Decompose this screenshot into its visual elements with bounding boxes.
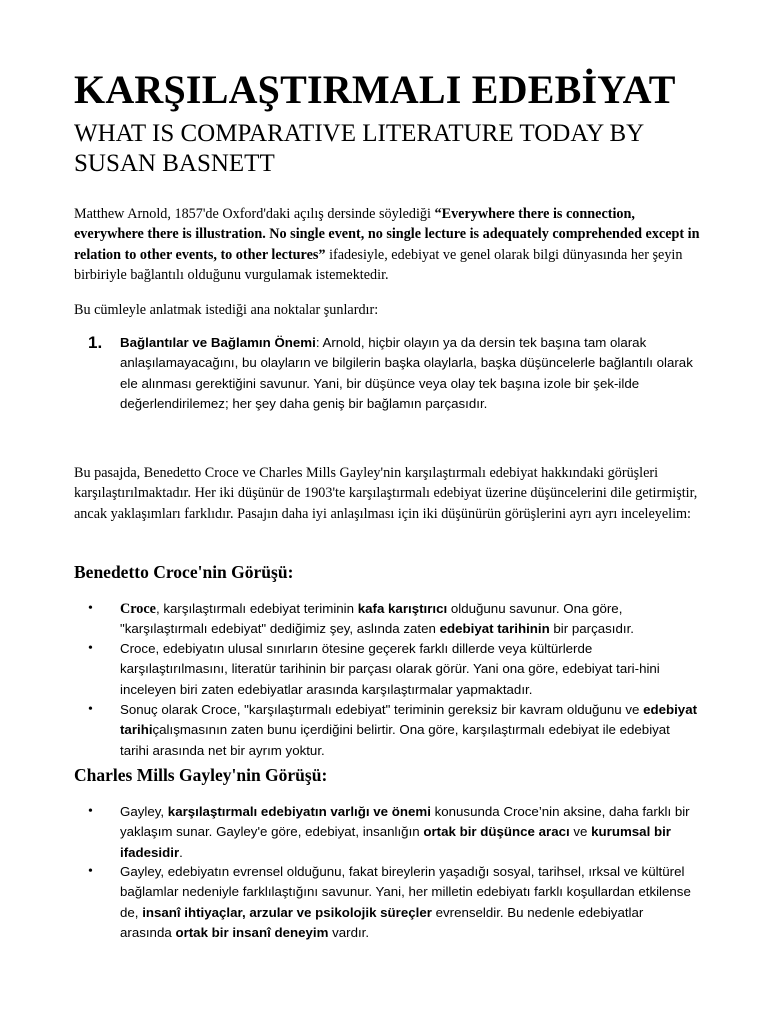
intro-text-post: ifadesiyle, edebiyat ve genel olarak bilgi dünyasında her şeyin birbiriyle bağlantılı olduğunu vurgulamak istemektedir. xyxy=(74,246,683,283)
text-segment: Sonuç olarak Croce, "karşılaştırmalı edebiyat" teriminin gereksiz bir kavram olduğunu ve xyxy=(120,702,644,717)
text-segment: vardır. xyxy=(328,924,370,940)
bold-term: ortak bir düşünce aracı xyxy=(423,824,570,840)
bold-term: karşılaştırmalı edebiyatın varlığı ve önemi xyxy=(167,804,431,819)
bold-term: Croce xyxy=(120,601,156,617)
text-segment: evrenseldir. Bu nedenle edebiyatlar arasında xyxy=(120,904,644,940)
bullet-marker: • xyxy=(88,864,93,879)
text-segment: çalışmasının zaten bunu içerdiğini belirtir. Ona göre, karşılaştırmalı edebiyat ile edebiyat tarihi arasında net bir ayrım yoktur. xyxy=(120,722,670,758)
bold-term: ortak bir insanî deneyim xyxy=(175,924,329,940)
bold-term: edebiyat tarihinin xyxy=(439,621,550,637)
text-segment: , karşılaştırmalı edebiyat teriminin xyxy=(155,601,358,616)
text-segment: Gayley, xyxy=(120,804,168,819)
gayley-heading: Charles Mills Gayley'nin Görüşü: xyxy=(74,765,328,785)
bold-term: edebiyat tarihi xyxy=(120,702,698,738)
intro-paragraph xyxy=(74,204,704,285)
list-number: 1. xyxy=(88,333,103,352)
document-title: KARŞILAŞTIRMALI EDEBİYAT xyxy=(74,67,676,112)
list-item-text xyxy=(120,862,698,943)
bullet-marker: • xyxy=(88,601,93,616)
text-segment: ve xyxy=(569,824,592,840)
bold-term: kafa karıştırıcı xyxy=(357,601,448,616)
text-segment: konusunda Croce’nin aksine, daha farklı bir yaklaşım sunar. Gayley'e göre, edebiyat, insanlığın xyxy=(120,804,690,840)
list-item-text xyxy=(120,700,698,761)
text-segment: . xyxy=(179,844,183,860)
list-item-text xyxy=(120,333,698,414)
bold-term: kurumsal bir ifadesidir xyxy=(120,824,671,860)
list-item-text xyxy=(120,599,698,640)
bullet-marker: • xyxy=(88,641,93,656)
comparison-paragraph: Bu pasajda, Benedetto Croce ve Charles Mills Gayley'nin karşılaştırmalı edebiyat hakkındaki görüşleri karşılaştırılmaktadır. Her iki düşünür de 1903'te karşılaştırmalı edebiyat üzerine düşüncelerini dile getirmiştir, ancak yaklaşımları farklıdır. Pasajın daha iyi anlaşılması için iki düşünürün görüşlerini ayrı ayrı inceleyelim: xyxy=(74,465,698,522)
bullet-marker: • xyxy=(88,804,93,819)
text-segment: olduğunu savunur. Ona göre, "karşılaştırmalı edebiyat" dediğimiz şey, aslında zaten xyxy=(120,601,623,637)
list-item-body: : Arnold, hiçbir olayın ya da dersin tek başına tam olarak anlaşılamayacağını, bu olayların ve bilgilerin başka olaylarla, başka düşüncelerle bağlantılı olarak ele alınması gerektiğini savunur. Yani, bir düşünce veya olay tek başına izole bir şek-ilde değerlendirilemez; her şey daha geniş bir bağlamın parçasıdır. xyxy=(120,335,693,411)
bold-term: insanî ihtiyaçlar, arzular ve psikolojik süreçler xyxy=(142,904,432,920)
text-segment: bir parçasıdır. xyxy=(549,621,634,637)
list-item-heading: Bağlantılar ve Bağlamın Önemi xyxy=(120,335,316,350)
document-subtitle: WHAT IS COMPARATIVE LITERATURE TODAY BY SUSAN BASNETT xyxy=(74,120,644,177)
intro-text-pre: Matthew Arnold, 1857'de Oxford'daki açılış dersinde söylediği xyxy=(74,206,435,222)
bullet-marker: • xyxy=(88,702,93,717)
list-item-text: Croce, edebiyatın ulusal sınırların ötesine geçerek farklı dillerde veya kültürlerde karşılaştırılmasını, literatür tarihinin bir parçası olarak görür. Yani ona göre, edebiyat tari-hini inceleyen biri zaten edebiyatlar arasında karşılaştırmalar yapmaktadır. xyxy=(120,641,660,697)
croce-heading: Benedetto Croce'nin Görüşü: xyxy=(74,562,294,582)
text-segment: Gayley, edebiyatın evrensel olduğunu, fakat bireylerin yaşadığı sosyal, tarihsel, ırksal ve kültürel bağlamlar nedeniyle farklılaştığını savunur. Yani, her milletin edebiyatı farklı koşullardan etkilense de, xyxy=(120,864,691,920)
arnold-quote: “Everywhere there is connection, everywhere there is illustration. No single event, no single lecture is adequately comprehended except in relation to other events, to other lectures” xyxy=(74,206,700,263)
lead-sentence: Bu cümleyle anlatmak istediği ana noktalar şunlardır: xyxy=(74,302,379,318)
list-item-text xyxy=(120,802,698,863)
